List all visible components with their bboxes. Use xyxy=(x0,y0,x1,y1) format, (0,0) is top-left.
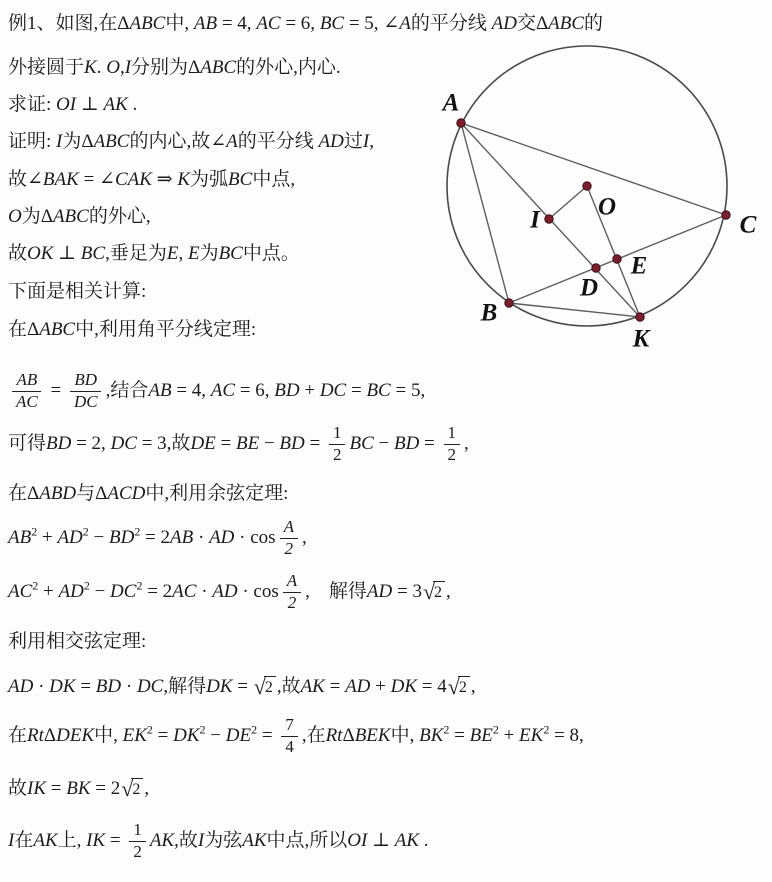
text-run: · xyxy=(33,675,50,697)
fraction xyxy=(281,715,298,756)
text-run: , xyxy=(144,777,150,799)
text-line xyxy=(8,129,374,155)
math-run: IK xyxy=(27,777,47,799)
text-run: = 3 xyxy=(392,580,422,602)
math-run: BEK xyxy=(354,724,391,746)
math-run: E xyxy=(187,242,200,264)
text-run: 在Δ xyxy=(8,482,40,504)
fraction-numerator: BD xyxy=(70,370,101,391)
math-run: DC xyxy=(110,432,137,454)
point-E xyxy=(613,255,621,263)
fraction-denominator: 2 xyxy=(284,538,293,558)
text-line xyxy=(8,481,288,507)
fraction-denominator: DC xyxy=(73,391,98,411)
text-run: = xyxy=(232,675,253,697)
math-run: AB xyxy=(148,379,172,401)
math-run: BC xyxy=(228,168,253,190)
square-root xyxy=(121,778,143,800)
text-run: = 2 xyxy=(140,526,171,548)
text-run: = ∠ xyxy=(78,168,115,190)
text-run: 在Δ xyxy=(8,318,40,340)
text-run: = xyxy=(346,379,367,401)
fraction xyxy=(129,820,146,861)
text-run: 的内心,故∠ xyxy=(129,130,227,152)
math-run: AB xyxy=(170,526,194,548)
text-run: ⊥ xyxy=(76,93,104,115)
text-run: . xyxy=(127,93,138,115)
point-D xyxy=(592,264,600,272)
text-run: 故 xyxy=(8,242,28,264)
power-exponent: 2 xyxy=(443,722,450,737)
math-power xyxy=(110,578,143,604)
radicand: 2 xyxy=(264,676,276,697)
fraction-numerator: 1 xyxy=(129,820,146,841)
point-K xyxy=(636,313,644,321)
radical-sign: √ xyxy=(121,776,134,801)
text-line xyxy=(8,629,146,655)
power-base: AC xyxy=(8,580,33,602)
text-run: 证明: xyxy=(8,130,57,152)
math-run: ABD xyxy=(39,482,77,504)
text-run: ,结合 xyxy=(105,379,149,401)
text-line xyxy=(8,812,429,870)
text-run: − xyxy=(89,580,111,602)
text-run: + xyxy=(498,724,520,746)
text-run: = 2, xyxy=(71,432,111,454)
math-run: AB xyxy=(193,12,218,34)
math-run: O xyxy=(8,205,22,227)
math-run: CAK xyxy=(114,168,152,190)
math-run: DK xyxy=(390,675,418,697)
power-exponent: 2 xyxy=(543,722,550,737)
text-run: 的外心, xyxy=(88,205,151,227)
text-run: = 6, xyxy=(280,12,320,34)
math-run: DE xyxy=(190,432,216,454)
power-exponent: 2 xyxy=(199,722,206,737)
math-run: BC xyxy=(349,432,374,454)
text-run: · cos xyxy=(234,526,276,548)
math-run: DEK xyxy=(56,724,95,746)
fraction-denominator: AC xyxy=(16,391,38,411)
radicand: 2 xyxy=(131,778,143,799)
text-run: , xyxy=(464,432,469,454)
fraction-numerator: 7 xyxy=(281,715,298,736)
label-O: O xyxy=(597,193,617,221)
text-run: = xyxy=(419,432,440,454)
math-run: I xyxy=(362,130,370,152)
text-run: , xyxy=(301,526,307,548)
math-run: BC xyxy=(218,242,243,264)
text-run: = 4, xyxy=(217,12,257,34)
math-run: BK xyxy=(66,777,91,799)
square-root xyxy=(254,676,276,698)
power-exponent: 2 xyxy=(83,578,90,593)
text-run: 外接圆于 xyxy=(8,56,85,78)
math-run: AD xyxy=(8,675,34,697)
text-run: ,故 xyxy=(276,675,301,697)
point-O xyxy=(583,182,591,190)
text-run: 中,利用角平分线定理: xyxy=(75,318,257,340)
text-line xyxy=(8,772,149,806)
math-run: DK xyxy=(206,675,233,697)
point-B xyxy=(505,299,513,307)
math-run: BD xyxy=(279,432,305,454)
text-run: 与Δ xyxy=(76,482,108,504)
text-run: · xyxy=(196,580,213,602)
text-run: 中点, xyxy=(252,168,296,190)
fraction-numerator: AB xyxy=(12,370,41,391)
text-run: 过 xyxy=(343,130,363,152)
text-run: = xyxy=(304,432,325,454)
math-run: AD xyxy=(491,12,517,34)
math-power xyxy=(58,578,90,604)
math-run: IK xyxy=(86,829,106,851)
text-run: ,垂足为 xyxy=(105,242,167,264)
power-exponent: 2 xyxy=(31,524,38,539)
math-run: DC xyxy=(136,675,164,697)
point-C xyxy=(722,211,730,219)
radical-sign: √ xyxy=(422,579,436,604)
text-run: − xyxy=(259,432,280,454)
text-run: ,解得 xyxy=(163,675,207,697)
math-run: BD xyxy=(393,432,420,454)
text-line xyxy=(8,279,146,305)
text-run: 求证: xyxy=(8,93,57,115)
text-line xyxy=(8,361,425,421)
label-E: E xyxy=(630,252,648,280)
text-run: = 6, xyxy=(235,379,275,401)
fraction-numerator: 1 xyxy=(329,423,346,444)
text-run: ⇒ xyxy=(151,168,178,190)
math-run: BD xyxy=(274,379,300,401)
fraction xyxy=(329,423,346,464)
text-run: · cos xyxy=(237,580,279,602)
figure-svg xyxy=(428,36,772,352)
math-run: AD xyxy=(366,580,393,602)
text-run: 中, xyxy=(390,724,420,746)
power-base: AD xyxy=(58,580,84,602)
text-run: ,在 xyxy=(301,724,326,746)
fraction-denominator: 2 xyxy=(332,444,342,464)
text-run: , xyxy=(178,242,188,264)
math-run: OI xyxy=(347,829,368,851)
math-run: AD xyxy=(212,580,238,602)
text-run: 上, xyxy=(57,829,87,851)
text-run: = 5, xyxy=(390,379,426,401)
text-run: = xyxy=(324,675,346,697)
text-run: = xyxy=(215,432,236,454)
text-line xyxy=(8,11,603,37)
math-run: OK xyxy=(27,242,54,264)
math-run: DC xyxy=(319,379,347,401)
math-power xyxy=(108,524,141,550)
math-power xyxy=(519,722,550,748)
text-run: ⊥ xyxy=(53,242,81,264)
math-power xyxy=(173,722,206,748)
fraction-denominator: 4 xyxy=(285,736,294,756)
math-run: ABC xyxy=(200,56,237,78)
text-run: 下面是相关计算: xyxy=(8,280,147,302)
text-run: ,故 xyxy=(174,829,198,851)
text-run: 故∠ xyxy=(8,168,43,190)
math-run: BD xyxy=(95,675,122,697)
text-run: 中, xyxy=(165,12,194,34)
text-line xyxy=(8,670,476,704)
math-run: BAK xyxy=(42,168,79,190)
power-base: DK xyxy=(173,724,200,746)
text-run: . xyxy=(96,56,107,78)
text-run: 分别为Δ xyxy=(131,56,201,78)
math-run: AK xyxy=(242,829,267,851)
text-run: 利用相交弦定理: xyxy=(8,630,147,652)
text-run: = xyxy=(75,675,96,697)
point-I xyxy=(545,215,553,223)
math-run: AC xyxy=(256,12,281,34)
label-B: B xyxy=(480,299,498,327)
text-run: 在 xyxy=(8,724,28,746)
fraction xyxy=(280,517,298,558)
power-base: EK xyxy=(122,724,147,746)
math-run: ACD xyxy=(107,482,146,504)
math-run: ABC xyxy=(548,12,585,34)
square-root xyxy=(448,676,470,698)
math-power xyxy=(8,578,39,604)
fraction-denominator: 2 xyxy=(287,592,297,612)
math-run: BD xyxy=(46,432,72,454)
text-run: 中点,所以 xyxy=(266,829,348,851)
label-C: C xyxy=(739,211,757,239)
label-D: D xyxy=(579,274,599,302)
text-run: 的 xyxy=(584,12,604,34)
text-run: − xyxy=(88,526,109,548)
power-exponent: 2 xyxy=(32,578,39,593)
fraction xyxy=(70,370,102,411)
math-run: DK xyxy=(49,675,76,697)
text-run: + xyxy=(38,580,59,602)
text-line xyxy=(8,563,451,621)
power-base: EK xyxy=(519,724,544,746)
math-run: Rt xyxy=(325,724,343,746)
math-run: AK xyxy=(300,675,325,697)
text-run: 的平分线 xyxy=(237,130,319,152)
text-run: = 2 xyxy=(142,580,173,602)
math-run: I xyxy=(124,56,132,78)
text-run: + xyxy=(370,675,391,697)
math-run: K xyxy=(84,56,97,78)
math-run: AK xyxy=(33,829,58,851)
math-run: AK xyxy=(394,829,420,851)
text-run: ⊥ xyxy=(367,829,395,851)
text-run: = xyxy=(257,724,278,746)
text-line xyxy=(8,167,295,193)
text-line xyxy=(8,204,151,230)
math-run: AD xyxy=(345,675,371,697)
text-run: = xyxy=(45,379,66,401)
text-run: = xyxy=(46,777,67,799)
text-run: 的外心,内心. xyxy=(236,56,341,78)
text-line xyxy=(8,92,137,118)
segment-OI xyxy=(549,186,587,219)
text-line xyxy=(8,707,584,765)
text-run: 可得 xyxy=(8,432,47,454)
text-run: = xyxy=(105,829,126,851)
power-base: BE xyxy=(469,724,493,746)
text-run: 为弦 xyxy=(204,829,243,851)
math-run: AC xyxy=(172,580,197,602)
math-run: AK xyxy=(103,93,128,115)
fraction-numerator: A xyxy=(280,517,298,538)
text-run: + xyxy=(299,379,320,401)
fraction-denominator: 2 xyxy=(133,841,142,861)
math-run: AK xyxy=(149,829,175,851)
math-run: AD xyxy=(209,526,235,548)
text-run: Δ xyxy=(342,724,355,746)
math-run: O xyxy=(106,56,120,78)
text-run: − xyxy=(373,432,394,454)
text-run: 中点。 xyxy=(242,242,300,264)
radicand: 2 xyxy=(458,676,470,697)
math-run: E xyxy=(166,242,179,264)
text-run: + xyxy=(37,526,58,548)
text-run: 的平分线 xyxy=(410,12,492,34)
text-run: . xyxy=(419,829,429,851)
label-K: K xyxy=(632,325,650,352)
text-run: 为 xyxy=(199,242,219,264)
power-base: AB xyxy=(8,526,32,548)
text-run: , xyxy=(119,56,125,78)
math-run: ABC xyxy=(129,12,166,34)
power-exponent: 2 xyxy=(82,524,89,539)
text-line xyxy=(8,509,307,567)
power-exponent: 2 xyxy=(136,578,143,593)
text-run: = 8, xyxy=(549,724,584,746)
fraction-numerator: A xyxy=(283,571,301,592)
math-run: BE xyxy=(235,432,260,454)
text-run: 为Δ xyxy=(21,205,53,227)
text-run: = 4, xyxy=(171,379,211,401)
math-power xyxy=(122,722,153,748)
square-root xyxy=(423,581,445,603)
fraction xyxy=(283,571,301,612)
text-run: , xyxy=(470,675,476,697)
math-power xyxy=(469,722,499,748)
power-base: BK xyxy=(419,724,444,746)
math-run: ABC xyxy=(93,130,130,152)
text-run: = 2 xyxy=(90,777,121,799)
power-base: BD xyxy=(108,526,135,548)
math-run: A xyxy=(399,12,411,34)
math-run: I xyxy=(197,829,205,851)
fraction xyxy=(444,423,461,464)
math-power xyxy=(419,722,450,748)
power-exponent: 2 xyxy=(146,722,153,737)
math-run: OI xyxy=(56,93,77,115)
text-run: 例1、如图,在Δ xyxy=(8,12,130,34)
math-run: AC xyxy=(210,379,236,401)
text-run: 为Δ xyxy=(62,130,94,152)
power-exponent: 2 xyxy=(134,524,141,539)
text-run: , xyxy=(446,580,451,602)
text-run: 交Δ xyxy=(516,12,549,34)
math-run: A xyxy=(226,130,238,152)
text-run: · xyxy=(121,675,137,697)
power-base: AD xyxy=(57,526,83,548)
math-run: I xyxy=(56,130,63,152)
text-run: 在 xyxy=(14,829,34,851)
math-run: K xyxy=(177,168,191,190)
math-power xyxy=(225,722,258,748)
text-run: 中, xyxy=(94,724,123,746)
text-line xyxy=(8,416,469,472)
text-line xyxy=(8,317,256,343)
power-exponent: 2 xyxy=(492,722,499,737)
text-run: = xyxy=(152,724,174,746)
power-exponent: 2 xyxy=(251,722,258,737)
radicand: 2 xyxy=(433,581,445,602)
text-run: = xyxy=(449,724,470,746)
fraction-numerator: 1 xyxy=(444,423,461,444)
geometry-figure xyxy=(428,36,772,352)
text-run: 故 xyxy=(8,777,28,799)
text-run: · xyxy=(193,526,210,548)
math-run: AD xyxy=(318,130,344,152)
text-line xyxy=(8,55,341,81)
text-run: 为弧 xyxy=(190,168,229,190)
math-run: ABC xyxy=(52,205,89,227)
text-run: = 4 xyxy=(417,675,447,697)
fraction-denominator: 2 xyxy=(447,444,457,464)
text-run: = 3,故 xyxy=(136,432,191,454)
text-run: − xyxy=(205,724,226,746)
label-A: A xyxy=(442,89,460,117)
math-power xyxy=(57,524,89,550)
point-A xyxy=(457,119,465,127)
radical-sign: √ xyxy=(253,674,266,699)
power-base: DE xyxy=(225,724,252,746)
math-run: BC xyxy=(80,242,106,264)
text-line xyxy=(8,241,300,267)
math-run: ABC xyxy=(39,318,76,340)
text-run: Δ xyxy=(43,724,57,746)
text-run: 中,利用余弦定理: xyxy=(145,482,289,504)
text-run: = 5, ∠ xyxy=(344,12,400,34)
math-power xyxy=(8,524,38,550)
text-run: , 解得 xyxy=(305,580,367,602)
segment-BK xyxy=(509,303,640,317)
math-run: Rt xyxy=(27,724,44,746)
radical-sign: √ xyxy=(447,674,460,699)
label-I: I xyxy=(530,206,540,234)
fraction xyxy=(12,370,42,411)
math-run: BC xyxy=(366,379,391,401)
math-run: I xyxy=(8,829,15,851)
power-base: DC xyxy=(110,580,137,602)
text-run: , xyxy=(369,130,374,152)
math-run: BC xyxy=(319,12,345,34)
